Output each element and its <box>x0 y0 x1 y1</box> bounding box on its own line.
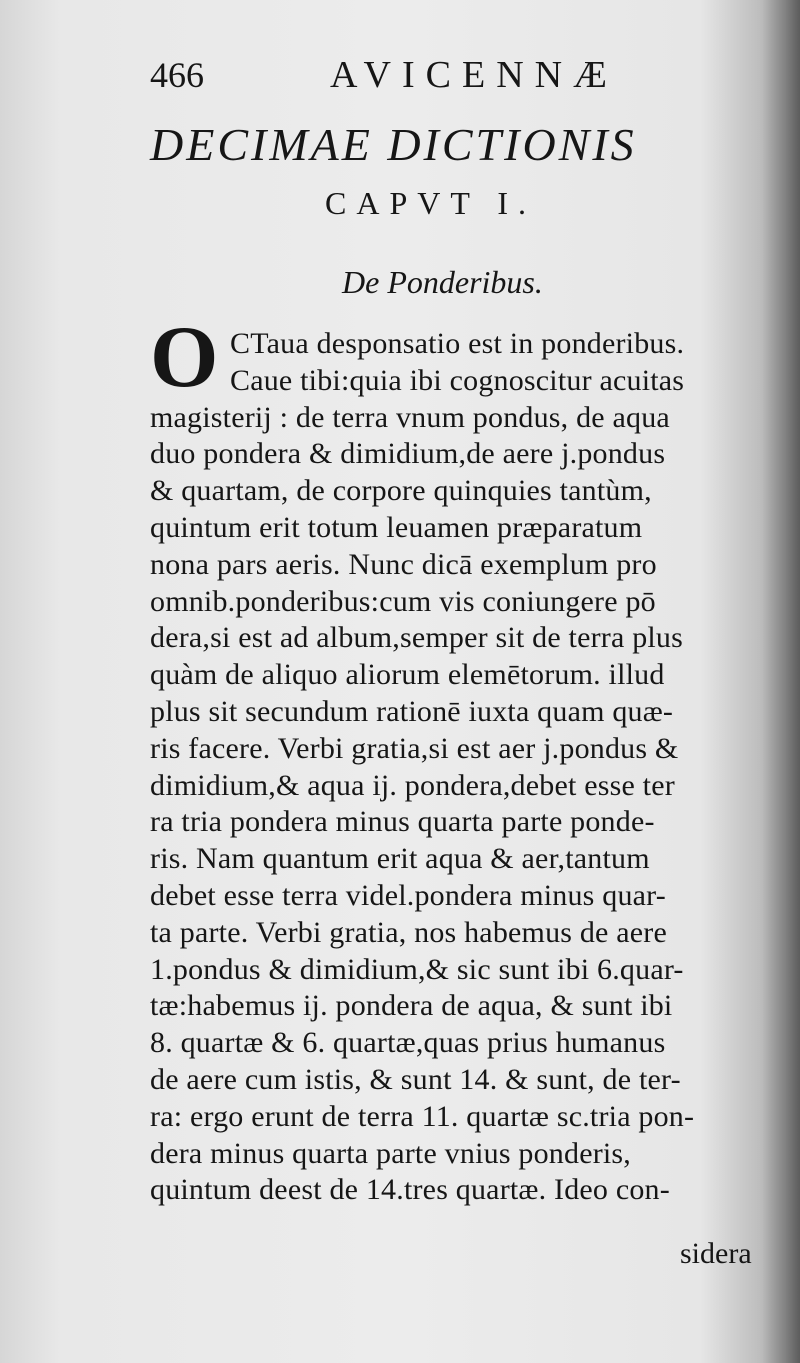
text-line: ra tria pondera minus quarta parte ponde- <box>150 805 655 839</box>
text-line: 1.pondus & dimidium,& sic sunt ibi 6.quar- <box>150 952 684 986</box>
text-line: ris facere. Verbi gratia,si est aer j.pondus & <box>150 731 679 765</box>
page-number: 466 <box>150 55 204 95</box>
chapter-heading: CAPVT I. <box>325 185 536 221</box>
text-line: quàm de aliquo aliorum elemētorum. illud <box>150 658 665 692</box>
text-line: omnib.ponderibus:cum vis coniungere pō <box>150 584 656 618</box>
text-line: & quartam, de corpore quinquies tantùm, <box>150 474 652 508</box>
text-line: dera,si est ad album,semper sit de terra plus <box>150 621 684 655</box>
body-text <box>150 326 770 1209</box>
text-line: de aere cum istis, & sunt 14. & sunt, de ter- <box>150 1062 681 1096</box>
text-line: tæ:habemus ij. pondera de aqua, & sunt ibi <box>150 989 673 1023</box>
text-line: magisterij : de terra vnum pondus, de aqua <box>150 400 670 434</box>
running-title: AVICENNÆ <box>330 54 618 96</box>
text-line: dimidium,& aqua ij. pondera,debet esse ter <box>150 768 675 802</box>
text-line: ra: ergo erunt de terra 11. quartæ sc.tria pon- <box>150 1099 695 1133</box>
section-title: De Ponderibus. <box>342 264 543 300</box>
text-line: duo pondera & dimidium,de aere j.pondus <box>150 437 666 471</box>
text-line: quintum deest de 14.tres quartæ. Ideo con- <box>150 1173 670 1207</box>
text-line: quintum erit totum leuamen præparatum <box>150 510 643 544</box>
text-line: 8. quartæ & 6. quartæ,quas prius humanus <box>150 1026 666 1060</box>
text-line: dera minus quarta parte vnius ponderis, <box>150 1136 632 1170</box>
running-header <box>150 52 710 98</box>
text-line: CTaua desponsatio est in ponderibus. <box>230 327 685 360</box>
drop-cap: O <box>150 309 219 406</box>
text-line: ris. Nam quantum erit aqua & aer,tantum <box>150 842 650 876</box>
catchword: sidera <box>680 1237 752 1270</box>
book-title: DECIMAE DICTIONIS <box>150 119 637 170</box>
text-line: nona pars aeris. Nunc dicā exemplum pro <box>150 547 657 581</box>
text-line: Caue tibi:quia ibi cognoscitur acuitas <box>230 363 685 397</box>
text-line: debet esse terra videl.pondera minus quar- <box>150 878 666 912</box>
text-line: ta parte. Verbi gratia, nos habemus de aere <box>150 915 668 949</box>
text-line: plus sit secundum rationē iuxta quam quæ- <box>150 694 674 728</box>
